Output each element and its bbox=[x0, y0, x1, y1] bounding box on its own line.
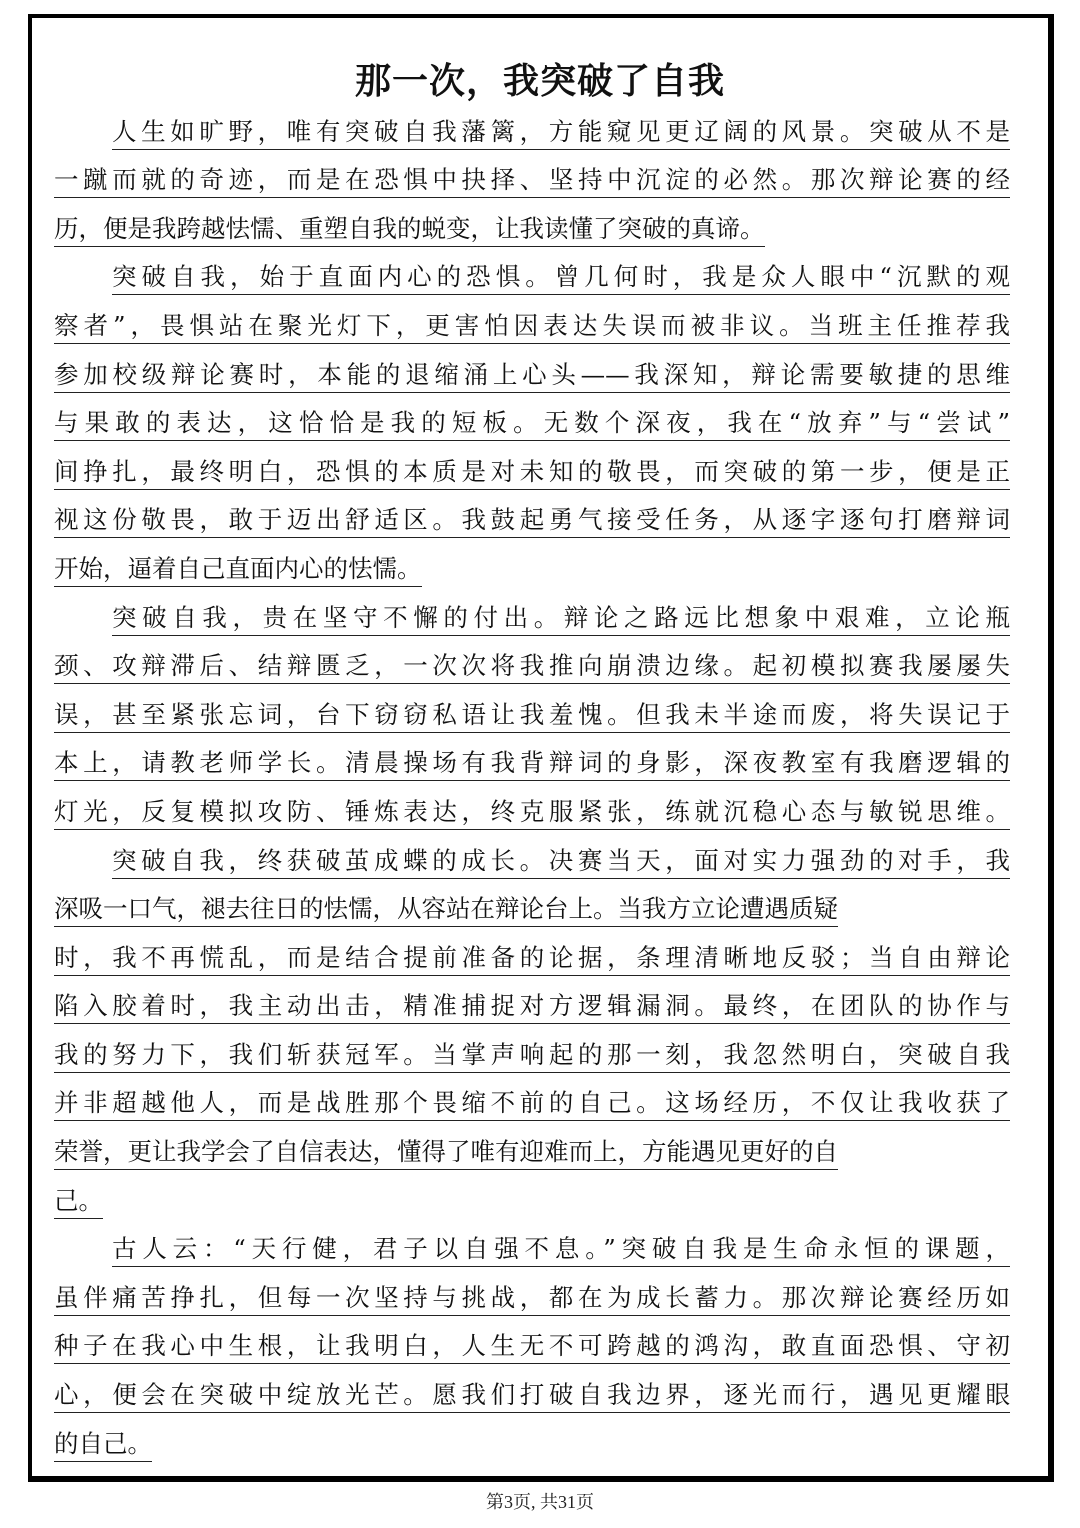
text-line bbox=[54, 1424, 1010, 1473]
text-line-content: 颈、攻辩滞后、结辩匮乏，一次次将我推向崩溃边缘。起初模拟赛我屡屡失 bbox=[54, 651, 1010, 684]
text-line bbox=[54, 1132, 1010, 1181]
text-line bbox=[54, 355, 1010, 404]
text-line bbox=[54, 1278, 1010, 1327]
text-line bbox=[54, 841, 1010, 890]
text-line bbox=[54, 1084, 1010, 1133]
text-line bbox=[54, 209, 1010, 258]
text-line bbox=[54, 161, 1010, 210]
text-line bbox=[54, 1230, 1010, 1279]
text-line bbox=[54, 695, 1010, 744]
text-line-content: 荣誉，更让我学会了自信表达，懂得了唯有迎难而上，方能遇见更好的自 bbox=[54, 1137, 838, 1170]
text-line bbox=[54, 1327, 1010, 1376]
essay-body bbox=[54, 112, 1010, 1473]
text-line bbox=[54, 938, 1010, 987]
text-line-content: 突破自我，贵在坚守不懈的付出。辩论之路远比想象中艰难，立论瓶 bbox=[112, 603, 1010, 636]
text-line bbox=[54, 1181, 1010, 1230]
text-line-content: 开始，逼着自己直面内心的怯懦。 bbox=[54, 554, 422, 587]
text-line bbox=[54, 744, 1010, 793]
text-line-content: 误，甚至紧张忘词，台下窃窃私语让我羞愧。但我未半途而废，将失误记于 bbox=[54, 700, 1010, 733]
text-line-content: 察者”，畏惧站在聚光灯下，更害怕因表达失误而被非议。当班主任推荐我 bbox=[54, 311, 1010, 344]
text-line-content: 本上，请教老师学长。清晨操场有我背辩词的身影，深夜教室有我磨逻辑的 bbox=[54, 748, 1010, 781]
text-line bbox=[54, 987, 1010, 1036]
text-line-content: 参加校级辩论赛时，本能的退缩涌上心头——我深知，辩论需要敏捷的思维 bbox=[54, 360, 1010, 393]
text-line-content: 一蹴而就的奇迹，而是在恐惧中抉择、坚持中沉淀的必然。那次辩论赛的经 bbox=[54, 165, 1010, 198]
text-line bbox=[54, 792, 1010, 841]
text-line-content: 间挣扎，最终明白，恐惧的本质是对未知的敬畏，而突破的第一步，便是正 bbox=[54, 457, 1010, 490]
text-line-content: 与果敢的表达，这恰恰是我的短板。无数个深夜，我在“放弃”与“尝试” bbox=[54, 408, 1010, 441]
text-line bbox=[54, 404, 1010, 453]
text-line bbox=[54, 890, 1010, 939]
text-line-content: 人生如旷野，唯有突破自我藩篱，方能窥见更辽阔的风景。突破从不是 bbox=[112, 117, 1010, 150]
text-line-content: 种子在我心中生根，让我明白，人生无不可跨越的鸿沟，敢直面恐惧、守初 bbox=[54, 1331, 1010, 1364]
text-line-content: 的自己。 bbox=[54, 1429, 152, 1462]
text-line-content: 历，便是我跨越怯懦、重塑自我的蜕变，让我读懂了突破的真谛。 bbox=[54, 214, 765, 247]
text-line-content: 陷入胶着时，我主动出击，精准捕捉对方逻辑漏洞。最终，在团队的协作与 bbox=[54, 991, 1010, 1024]
text-line-content: 心，便会在突破中绽放光芒。愿我们打破自我边界，逐光而行，遇见更耀眼 bbox=[54, 1380, 1010, 1413]
text-line bbox=[54, 452, 1010, 501]
text-line-content: 深吸一口气，褪去往日的怯懦，从容站在辩论台上。当我方立论遭遇质疑 bbox=[54, 894, 838, 927]
text-line-content: 虽伴痛苦挣扎，但每一次坚持与挑战，都在为成长蓄力。那次辩论赛经历如 bbox=[54, 1283, 1010, 1316]
text-line bbox=[54, 1035, 1010, 1084]
essay-title: 那一次，我突破了自我 bbox=[354, 61, 725, 102]
text-line-content: 己。 bbox=[54, 1186, 103, 1219]
text-line bbox=[54, 647, 1010, 696]
text-line bbox=[54, 1375, 1010, 1424]
text-line bbox=[54, 306, 1010, 355]
text-line-content: 视这份敬畏，敢于迈出舒适区。我鼓起勇气接受任务，从逐字逐句打磨辩词 bbox=[54, 505, 1010, 538]
text-line-content: 时，我不再慌乱，而是结合提前准备的论据，条理清晰地反驳；当自由辩论 bbox=[54, 943, 1010, 976]
text-line-content: 我的努力下，我们斩获冠军。当掌声响起的那一刻，我忽然明白，突破自我 bbox=[54, 1040, 1010, 1073]
text-line-content: 突破自我，终获破茧成蝶的成长。决赛当天，面对实力强劲的对手，我 bbox=[112, 846, 1010, 879]
text-line-content: 古人云：“天行健，君子以自强不息。”突破自我是生命永恒的课题， bbox=[112, 1234, 1010, 1267]
text-line bbox=[54, 549, 1010, 598]
text-line bbox=[54, 501, 1010, 550]
text-line bbox=[54, 258, 1010, 307]
page-number: 第3页, 共31页 bbox=[486, 1492, 594, 1512]
text-line-content: 灯光，反复模拟攻防、锤炼表达，终克服紧张，练就沉稳心态与敏锐思维。 bbox=[54, 797, 1010, 830]
text-line-content: 突破自我，始于直面内心的恐惧。曾几何时，我是众人眼中“沉默的观 bbox=[112, 262, 1010, 295]
text-line bbox=[54, 112, 1010, 161]
text-line bbox=[54, 598, 1010, 647]
text-line-content: 并非超越他人，而是战胜那个畏缩不前的自己。这场经历，不仅让我收获了 bbox=[54, 1088, 1010, 1121]
